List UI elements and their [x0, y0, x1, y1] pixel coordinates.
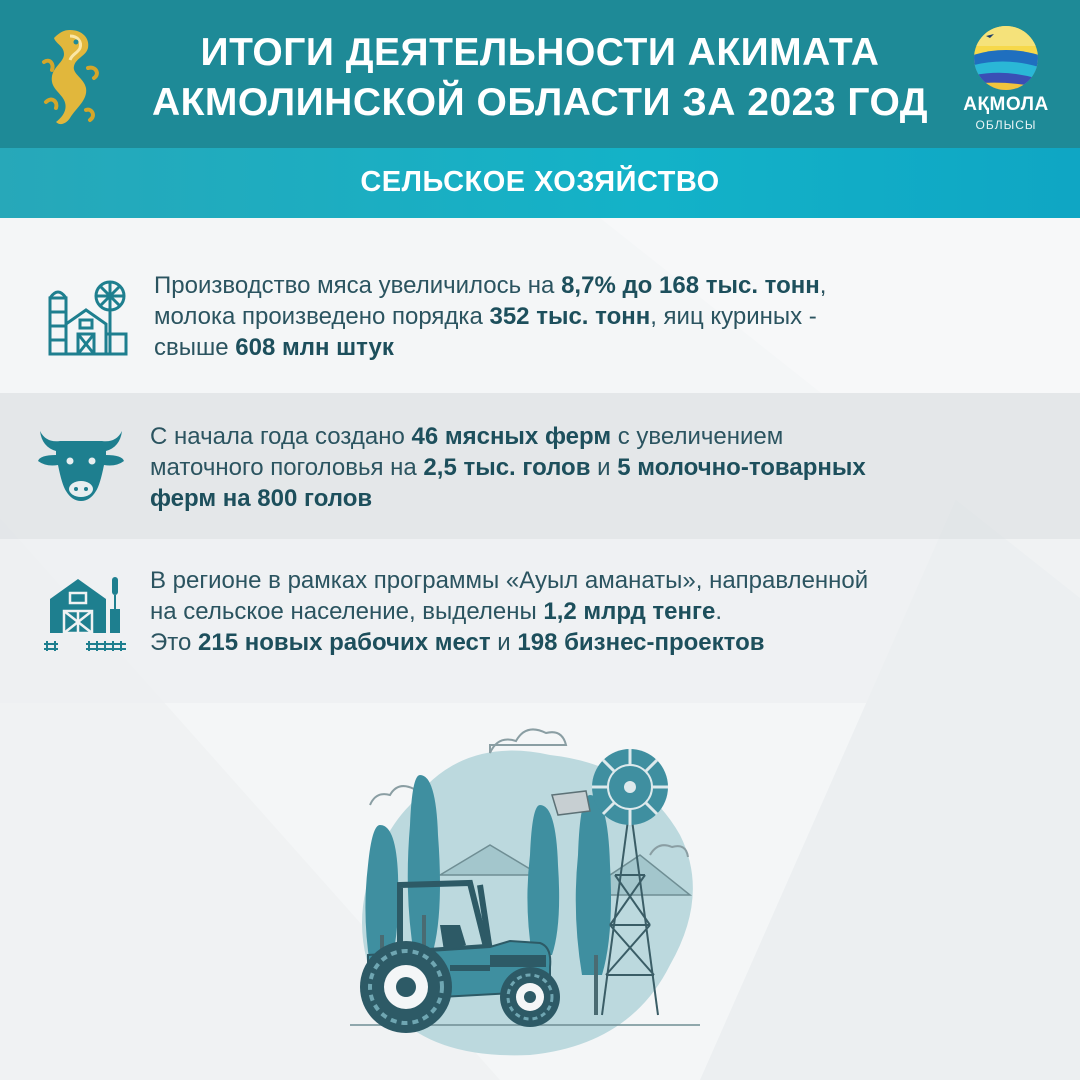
akmola-logo [950, 22, 1062, 140]
snow-leopard-emblem-icon [30, 22, 110, 132]
farm-windmill-icon [46, 278, 130, 358]
row3-line1: В регионе в рамках программы «Ауыл аманаты», направленной [150, 567, 869, 594]
logo-name: АҚМОЛА [963, 94, 1049, 115]
info-row-meat-farms [0, 393, 1080, 539]
info-row-meat-production [0, 218, 1080, 393]
akmola-logo-icon [950, 22, 1062, 94]
row3-line2: на сельское население, выделены 1,2 млрд тенге. [150, 598, 722, 625]
logo-subtitle: ОБЛЫСЫ [975, 118, 1037, 132]
row2-line3: ферм на 800 голов [150, 485, 373, 512]
windmill-rotor [592, 749, 668, 825]
barn-fence-icon [44, 571, 130, 653]
page-title [130, 28, 950, 128]
row2-line1: С начала года создано 46 мясных ферм с увеличением [150, 423, 784, 450]
row1-line3: свыше 608 млн штук [154, 334, 394, 361]
row2-line2: маточного поголовья на 2,5 тыс. голов и 5 молочно-товарных [150, 454, 866, 481]
row1-line1: Производство мяса увеличилось на 8,7% до 168 тыс. тонн, [154, 272, 827, 299]
page-title-line2: АКМОЛИНСКОЙ ОБЛАСТИ ЗА 2023 ГОД [151, 81, 929, 124]
section-bar [0, 148, 1080, 218]
header [0, 0, 1080, 148]
cow-head-icon [36, 425, 126, 503]
row3-line3: Это 215 новых рабочих мест и 198 бизнес-проектов [150, 629, 765, 656]
tractor-farm-illustration [340, 715, 720, 1065]
section-title: СЕЛЬСКОЕ ХОЗЯЙСТВО [360, 166, 720, 198]
row1-line2: молока произведено порядка 352 тыс. тонн, яиц куриных - [154, 303, 817, 330]
info-row-auyl-amanaty [0, 539, 1080, 703]
page-title-line1: ИТОГИ ДЕЯТЕЛЬНОСТИ АКИМАТА [200, 31, 880, 74]
